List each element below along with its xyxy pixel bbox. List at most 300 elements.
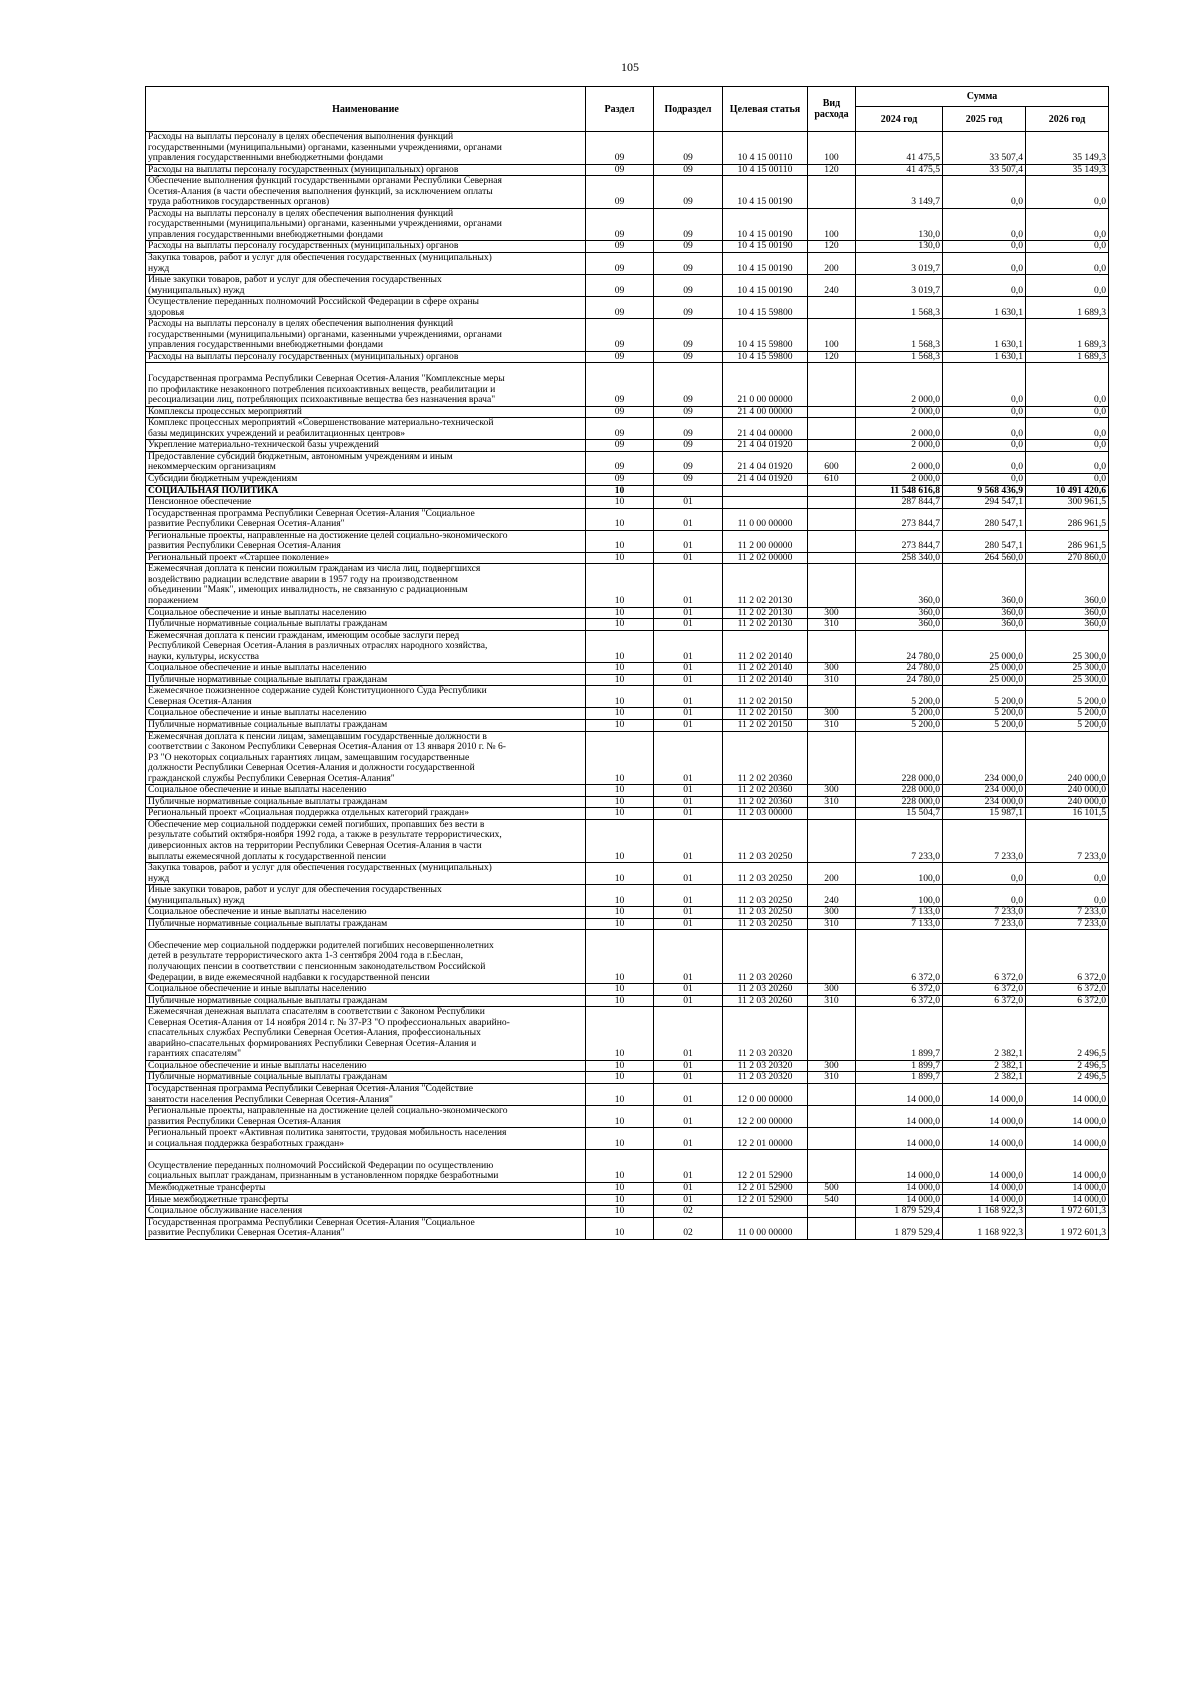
table-row: [146, 319, 1109, 352]
row-podrazdel: 09: [654, 208, 723, 241]
row-razdel: 10: [586, 497, 654, 509]
row-2024: 2 000,0: [856, 451, 943, 473]
row-name: Государственная программа Республики Северная Осетия-Алания "Социальное развитие Республики Северная Осетия-Алания": [146, 1217, 586, 1239]
row-vid: 120: [808, 351, 856, 363]
row-podrazdel: 01: [654, 552, 723, 564]
table-row: [146, 796, 1109, 808]
row-2025: 0,0: [943, 418, 1026, 440]
row-vid: [808, 1150, 856, 1183]
table-row: [146, 176, 1109, 209]
row-2026: 0,0: [1026, 241, 1109, 253]
row-vid: 310: [808, 674, 856, 686]
table-row: [146, 984, 1109, 996]
row-2026: 25 300,0: [1026, 630, 1109, 663]
table-row: [146, 630, 1109, 663]
row-target: 10 4 15 59800: [723, 319, 808, 352]
row-2024: 1 568,3: [856, 351, 943, 363]
table-row: [146, 1182, 1109, 1194]
row-razdel: 10: [586, 918, 654, 930]
row-razdel: 10: [586, 686, 654, 708]
row-podrazdel: 01: [654, 731, 723, 785]
row-vid: 100: [808, 208, 856, 241]
row-target: 11 2 03 00000: [723, 808, 808, 820]
table-row: [146, 1007, 1109, 1061]
row-2026: 1 689,3: [1026, 319, 1109, 352]
row-name: Публичные нормативные социальные выплаты гражданам: [146, 796, 586, 808]
row-podrazdel: 09: [654, 440, 723, 452]
row-name: Иные межбюджетные трансферты: [146, 1194, 586, 1206]
table-row: [146, 530, 1109, 552]
row-podrazdel: 02: [654, 1206, 723, 1218]
row-vid: 310: [808, 719, 856, 731]
table-row: [146, 132, 1109, 165]
row-target: 11 2 03 20260: [723, 995, 808, 1007]
row-2025: 0,0: [943, 253, 1026, 275]
row-podrazdel: 01: [654, 630, 723, 663]
row-2026: 7 233,0: [1026, 907, 1109, 919]
row-target: 11 2 03 20320: [723, 1072, 808, 1084]
row-name: Ежемесячная денежная выплата спасателям в соответствии с Законом Республики Северная Осетия-Алания от 14 ноября 2014 г. № 37-РЗ "О профессиональных аварийно- спасательных службах Республики Северная Осетия-Алания, профессиональных аварийно-спасательных формированиях Республики Северная Осетия-Алания и гарантиях спасателям": [146, 1007, 586, 1061]
row-2025: 0,0: [943, 473, 1026, 485]
table-row: [146, 508, 1109, 530]
row-razdel: 10: [586, 719, 654, 731]
row-target: 11 2 03 20320: [723, 1007, 808, 1061]
row-2024: 5 200,0: [856, 719, 943, 731]
row-vid: 310: [808, 918, 856, 930]
row-2026: 0,0: [1026, 406, 1109, 418]
row-2025: 15 987,1: [943, 808, 1026, 820]
row-podrazdel: 09: [654, 406, 723, 418]
row-razdel: 10: [586, 552, 654, 564]
row-name: Обеспечение мер социальной поддержки родителей погибших несовершеннолетних детей в результате террористического акта 1-3 сентября 2004 года в г.Беслан, получающих пенсии в соответствии с пенсионным законодательством Российской Федерации, в виде ежемесячной надбавки к государственной пенсии: [146, 930, 586, 984]
table-row: [146, 1194, 1109, 1206]
row-name: Государственная программа Республики Северная Осетия-Алания "Социальное развитие Республики Северная Осетия-Алания": [146, 508, 586, 530]
row-podrazdel: 01: [654, 1072, 723, 1084]
row-name: Социальное обеспечение и иные выплаты населению: [146, 1060, 586, 1072]
row-name: Публичные нормативные социальные выплаты гражданам: [146, 995, 586, 1007]
row-razdel: 09: [586, 164, 654, 176]
row-2026: 14 000,0: [1026, 1194, 1109, 1206]
row-name: Государственная программа Республики Северная Осетия-Алания "Комплексные меры по профилактике незаконного потребления психоактивных веществ, реабилитации и ресоциализации лиц, потребляющих психоактивные вещества без назначения врача": [146, 363, 586, 406]
row-podrazdel: 01: [654, 530, 723, 552]
row-razdel: 09: [586, 208, 654, 241]
table-row: [146, 918, 1109, 930]
row-razdel: 10: [586, 863, 654, 885]
row-name: Социальное обслуживание населения: [146, 1206, 586, 1218]
table-row: [146, 819, 1109, 862]
table-row: [146, 930, 1109, 984]
row-2025: 360,0: [943, 619, 1026, 631]
table-row: [146, 1106, 1109, 1128]
row-2024: 1 899,7: [856, 1007, 943, 1061]
row-2026: 5 200,0: [1026, 686, 1109, 708]
row-vid: 300: [808, 708, 856, 720]
row-razdel: 10: [586, 530, 654, 552]
row-podrazdel: 09: [654, 275, 723, 297]
row-target: 11 2 02 20140: [723, 630, 808, 663]
row-2025: 14 000,0: [943, 1150, 1026, 1183]
row-razdel: 10: [586, 984, 654, 996]
row-podrazdel: 01: [654, 819, 723, 862]
table-row: [146, 451, 1109, 473]
row-razdel: 09: [586, 297, 654, 319]
row-2026: 6 372,0: [1026, 995, 1109, 1007]
row-2024: 24 780,0: [856, 674, 943, 686]
row-name: Ежемесячная доплата к пенсии лицам, замещавшим государственные должности в соответствии с Законом Республики Северная Осетия-Алания от 13 января 2010 г. № 6- РЗ "О некоторых социальных гарантиях лицам, замещавшим государственные должности Республики Северная Осетия-Алания и должности государственной гражданской службы Республики Северная Осетия-Алания": [146, 731, 586, 785]
row-target: 10 4 15 00190: [723, 208, 808, 241]
row-2025: 280 547,1: [943, 530, 1026, 552]
row-2025: 7 233,0: [943, 918, 1026, 930]
row-target: 11 2 03 20320: [723, 1060, 808, 1072]
row-target: 10 4 15 59800: [723, 297, 808, 319]
row-2025: 0,0: [943, 451, 1026, 473]
row-target: 11 2 02 20360: [723, 731, 808, 785]
row-2026: 286 961,5: [1026, 530, 1109, 552]
row-vid: [808, 297, 856, 319]
row-2026: 240 000,0: [1026, 796, 1109, 808]
row-2024: 14 000,0: [856, 1182, 943, 1194]
row-name: Межбюджетные трансферты: [146, 1182, 586, 1194]
row-vid: [808, 808, 856, 820]
row-name: Социальное обеспечение и иные выплаты населению: [146, 663, 586, 675]
row-2025: 25 000,0: [943, 674, 1026, 686]
table-row: [146, 406, 1109, 418]
row-target: 11 2 02 20140: [723, 663, 808, 675]
row-target: 11 2 02 20360: [723, 785, 808, 797]
row-name: СОЦИАЛЬНАЯ ПОЛИТИКА: [146, 485, 586, 497]
table-row: [146, 686, 1109, 708]
row-podrazdel: 01: [654, 808, 723, 820]
row-target: 11 2 02 20140: [723, 674, 808, 686]
row-razdel: 10: [586, 674, 654, 686]
row-vid: 310: [808, 995, 856, 1007]
row-podrazdel: 01: [654, 796, 723, 808]
row-2025: 33 507,4: [943, 164, 1026, 176]
row-name: Комплекс процессных мероприятий «Совершенствование материально-технической базы медицинских учреждений и реабилитационных центров»: [146, 418, 586, 440]
table-row: [146, 418, 1109, 440]
row-name: Региональный проект «Старшее поколение»: [146, 552, 586, 564]
row-2024: 1 568,3: [856, 319, 943, 352]
row-2025: 5 200,0: [943, 708, 1026, 720]
row-target: 12 2 01 52900: [723, 1182, 808, 1194]
row-target: 12 2 01 52900: [723, 1150, 808, 1183]
row-vid: [808, 552, 856, 564]
row-2025: 234 000,0: [943, 796, 1026, 808]
row-name: Пенсионное обеспечение: [146, 497, 586, 509]
row-vid: [808, 1128, 856, 1150]
row-razdel: 09: [586, 319, 654, 352]
row-razdel: 10: [586, 1194, 654, 1206]
row-2024: 1 899,7: [856, 1060, 943, 1072]
table-row: [146, 1217, 1109, 1239]
row-2026: 0,0: [1026, 208, 1109, 241]
row-razdel: 09: [586, 275, 654, 297]
table-row: [146, 440, 1109, 452]
row-vid: [808, 1206, 856, 1218]
row-podrazdel: 01: [654, 907, 723, 919]
row-2026: 1 972 601,3: [1026, 1206, 1109, 1218]
row-2025: 6 372,0: [943, 984, 1026, 996]
table-row: [146, 497, 1109, 509]
row-vid: 200: [808, 863, 856, 885]
row-vid: 300: [808, 1060, 856, 1072]
row-vid: 300: [808, 907, 856, 919]
row-2025: 0,0: [943, 440, 1026, 452]
row-podrazdel: 01: [654, 785, 723, 797]
row-2024: 2 000,0: [856, 473, 943, 485]
table-row: [146, 995, 1109, 1007]
row-vid: 500: [808, 1182, 856, 1194]
row-vid: 240: [808, 275, 856, 297]
row-2025: 7 233,0: [943, 907, 1026, 919]
row-name: Расходы на выплаты персоналу в целях обеспечения выполнения функций государственными (муниципальными) органами, казенными учреждениями, органами управления государственными внебюджетными фондами: [146, 208, 586, 241]
row-2024: 3 019,7: [856, 275, 943, 297]
row-2025: 294 547,1: [943, 497, 1026, 509]
row-podrazdel: 01: [654, 564, 723, 607]
row-name: Публичные нормативные социальные выплаты гражданам: [146, 918, 586, 930]
row-vid: 300: [808, 984, 856, 996]
row-target: 11 2 02 00000: [723, 552, 808, 564]
row-2026: 0,0: [1026, 253, 1109, 275]
row-razdel: 10: [586, 485, 654, 497]
row-2024: 14 000,0: [856, 1128, 943, 1150]
row-name: Региональные проекты, направленные на достижение целей социально-экономического развития Республики Северная Осетия-Алания: [146, 1106, 586, 1128]
row-name: Публичные нормативные социальные выплаты гражданам: [146, 719, 586, 731]
row-target: 21 4 04 01920: [723, 440, 808, 452]
row-razdel: 09: [586, 418, 654, 440]
row-2025: 9 568 436,9: [943, 485, 1026, 497]
row-2024: 6 372,0: [856, 995, 943, 1007]
row-2026: 360,0: [1026, 619, 1109, 631]
row-name: Закупка товаров, работ и услуг для обеспечения государственных (муниципальных) нужд: [146, 863, 586, 885]
row-2026: 1 689,3: [1026, 297, 1109, 319]
row-name: Расходы на выплаты персоналу государственных (муниципальных) органов: [146, 351, 586, 363]
row-target: 10 4 15 00190: [723, 176, 808, 209]
row-target: 11 2 03 20250: [723, 863, 808, 885]
row-target: 11 2 03 20260: [723, 930, 808, 984]
table-row: [146, 297, 1109, 319]
row-name: Ежемесячное пожизненное содержание судей Конституционного Суда Республики Северная Осетия-Алания: [146, 686, 586, 708]
row-2025: 0,0: [943, 208, 1026, 241]
row-target: [723, 485, 808, 497]
row-podrazdel: 09: [654, 319, 723, 352]
row-2025: 1 630,1: [943, 297, 1026, 319]
row-target: 10 4 15 00110: [723, 164, 808, 176]
row-target: 11 2 03 20250: [723, 819, 808, 862]
row-2024: 14 000,0: [856, 1084, 943, 1106]
table-row: [146, 708, 1109, 720]
row-2024: 228 000,0: [856, 796, 943, 808]
row-name: Расходы на выплаты персоналу в целях обеспечения выполнения функций государственными (муниципальными) органами, казенными учреждениями, органами управления государственными внебюджетными фондами: [146, 319, 586, 352]
row-vid: [808, 819, 856, 862]
row-target: 10 4 15 00110: [723, 132, 808, 165]
row-vid: [808, 497, 856, 509]
row-2026: 35 149,3: [1026, 164, 1109, 176]
row-vid: 120: [808, 241, 856, 253]
row-razdel: 10: [586, 607, 654, 619]
row-razdel: 10: [586, 808, 654, 820]
table-row: [146, 253, 1109, 275]
row-podrazdel: 09: [654, 164, 723, 176]
row-vid: [808, 363, 856, 406]
row-2026: 14 000,0: [1026, 1182, 1109, 1194]
row-razdel: 10: [586, 819, 654, 862]
row-target: [723, 1206, 808, 1218]
row-2024: 3 149,7: [856, 176, 943, 209]
row-name: Региональные проекты, направленные на достижение целей социально-экономического развития Республики Северная Осетия-Алания: [146, 530, 586, 552]
row-2024: 258 340,0: [856, 552, 943, 564]
row-2025: 14 000,0: [943, 1194, 1026, 1206]
row-vid: [808, 485, 856, 497]
row-podrazdel: 01: [654, 1182, 723, 1194]
row-2026: 240 000,0: [1026, 731, 1109, 785]
row-target: 11 2 02 20360: [723, 796, 808, 808]
header-podrazdel: Подраздел: [654, 87, 723, 132]
row-2024: 130,0: [856, 241, 943, 253]
row-target: 12 2 00 00000: [723, 1106, 808, 1128]
header-sum: Сумма: [856, 87, 1109, 107]
row-podrazdel: [654, 485, 723, 497]
row-2024: 6 372,0: [856, 930, 943, 984]
row-target: 11 2 02 20150: [723, 686, 808, 708]
row-podrazdel: 01: [654, 497, 723, 509]
row-podrazdel: 09: [654, 451, 723, 473]
row-2025: 2 382,1: [943, 1072, 1026, 1084]
row-2024: 100,0: [856, 885, 943, 907]
row-vid: 120: [808, 164, 856, 176]
row-razdel: 09: [586, 176, 654, 209]
row-razdel: 09: [586, 451, 654, 473]
row-vid: [808, 930, 856, 984]
row-razdel: 09: [586, 363, 654, 406]
row-name: Социальное обеспечение и иные выплаты населению: [146, 708, 586, 720]
row-2025: 25 000,0: [943, 663, 1026, 675]
row-name: Социальное обеспечение и иные выплаты населению: [146, 984, 586, 996]
table-row: [146, 907, 1109, 919]
row-razdel: 10: [586, 708, 654, 720]
row-razdel: 10: [586, 907, 654, 919]
row-2026: 7 233,0: [1026, 918, 1109, 930]
row-podrazdel: 01: [654, 708, 723, 720]
row-2025: 264 560,0: [943, 552, 1026, 564]
row-razdel: 10: [586, 796, 654, 808]
row-razdel: 10: [586, 1106, 654, 1128]
row-2026: 1 972 601,3: [1026, 1217, 1109, 1239]
row-2025: 1 168 922,3: [943, 1217, 1026, 1239]
row-2026: 14 000,0: [1026, 1084, 1109, 1106]
row-target: 11 2 02 20130: [723, 607, 808, 619]
row-razdel: 09: [586, 351, 654, 363]
row-name: Ежемесячная доплата к пенсии пожилым гражданам из числа лиц, подвергшихся воздействию радиации вследствие аварии в 1957 году на производственном объединении "Маяк", имеющих инвалидность, не связанную с радиационным поражением: [146, 564, 586, 607]
table-row: [146, 1084, 1109, 1106]
row-podrazdel: 01: [654, 885, 723, 907]
table-row: [146, 164, 1109, 176]
row-2024: 11 548 616,8: [856, 485, 943, 497]
table-row: [146, 1206, 1109, 1218]
header-vid: Вид расхода: [808, 87, 856, 132]
row-razdel: 10: [586, 1007, 654, 1061]
row-2025: 234 000,0: [943, 731, 1026, 785]
row-podrazdel: 09: [654, 473, 723, 485]
row-razdel: 09: [586, 473, 654, 485]
row-2026: 360,0: [1026, 607, 1109, 619]
row-2025: 14 000,0: [943, 1182, 1026, 1194]
table-row: [146, 1060, 1109, 1072]
row-name: Публичные нормативные социальные выплаты гражданам: [146, 1072, 586, 1084]
row-2026: 0,0: [1026, 176, 1109, 209]
row-vid: 300: [808, 663, 856, 675]
row-vid: 540: [808, 1194, 856, 1206]
row-razdel: 10: [586, 995, 654, 1007]
row-target: 11 2 02 20150: [723, 719, 808, 731]
table-row: [146, 731, 1109, 785]
row-2024: 5 200,0: [856, 708, 943, 720]
row-vid: [808, 418, 856, 440]
row-target: 21 4 00 00000: [723, 406, 808, 418]
row-2024: 41 475,5: [856, 164, 943, 176]
row-2024: 360,0: [856, 619, 943, 631]
row-2025: 25 000,0: [943, 630, 1026, 663]
header-2026: 2026 год: [1026, 107, 1109, 132]
row-2026: 25 300,0: [1026, 663, 1109, 675]
row-2026: 0,0: [1026, 440, 1109, 452]
row-razdel: 10: [586, 619, 654, 631]
row-2026: 240 000,0: [1026, 785, 1109, 797]
row-2025: 234 000,0: [943, 785, 1026, 797]
row-razdel: 10: [586, 785, 654, 797]
row-podrazdel: 01: [654, 674, 723, 686]
table-row: [146, 619, 1109, 631]
row-2024: 130,0: [856, 208, 943, 241]
row-vid: 300: [808, 785, 856, 797]
table-row: [146, 1150, 1109, 1183]
row-target: 21 4 04 00000: [723, 418, 808, 440]
row-target: 11 0 00 00000: [723, 508, 808, 530]
row-2024: 1 899,7: [856, 1072, 943, 1084]
table-row: [146, 785, 1109, 797]
row-podrazdel: 09: [654, 297, 723, 319]
row-2026: 14 000,0: [1026, 1150, 1109, 1183]
row-2024: 228 000,0: [856, 731, 943, 785]
table-row: [146, 351, 1109, 363]
row-2026: 2 496,5: [1026, 1007, 1109, 1061]
row-podrazdel: 09: [654, 363, 723, 406]
row-vid: [808, 406, 856, 418]
row-2026: 10 491 420,6: [1026, 485, 1109, 497]
header-2025: 2025 год: [943, 107, 1026, 132]
table-row: [146, 1072, 1109, 1084]
row-target: 11 2 03 20260: [723, 984, 808, 996]
row-podrazdel: 01: [654, 984, 723, 996]
table-row: [146, 564, 1109, 607]
row-2026: 14 000,0: [1026, 1128, 1109, 1150]
row-2025: 14 000,0: [943, 1106, 1026, 1128]
row-2025: 2 382,1: [943, 1007, 1026, 1061]
row-name: Расходы на выплаты персоналу государственных (муниципальных) органов: [146, 241, 586, 253]
row-2026: 0,0: [1026, 451, 1109, 473]
row-2026: 35 149,3: [1026, 132, 1109, 165]
row-2024: 2 000,0: [856, 418, 943, 440]
row-podrazdel: 01: [654, 719, 723, 731]
row-podrazdel: 09: [654, 176, 723, 209]
row-2024: 7 133,0: [856, 907, 943, 919]
row-podrazdel: 01: [654, 1194, 723, 1206]
budget-table: [145, 86, 1109, 1240]
row-razdel: 10: [586, 1128, 654, 1150]
row-razdel: 10: [586, 1150, 654, 1183]
row-2025: 6 372,0: [943, 995, 1026, 1007]
row-vid: 100: [808, 319, 856, 352]
